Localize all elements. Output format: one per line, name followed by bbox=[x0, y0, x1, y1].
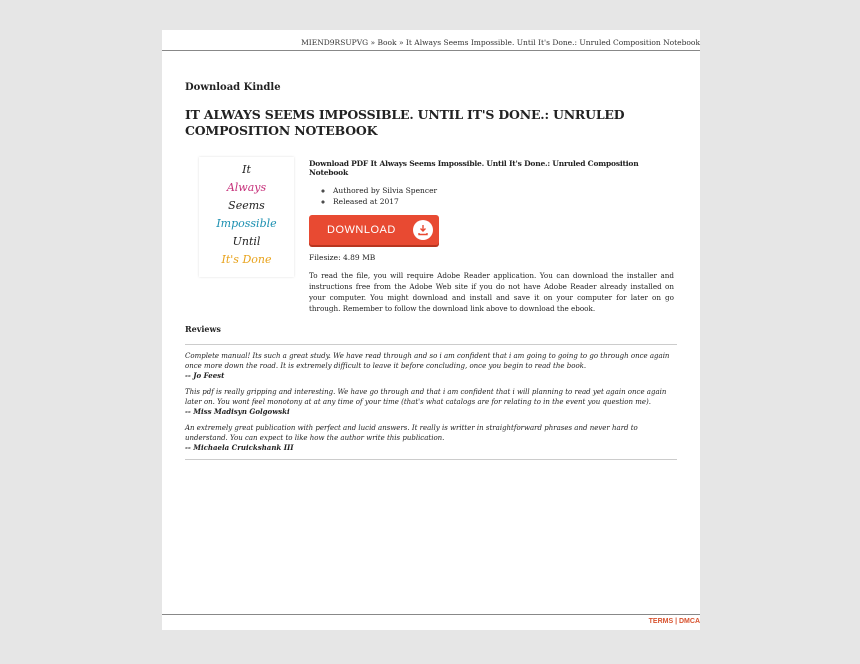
breadcrumb: MIEND9RSUPVG » Book » It Always Seems Impossible. Until It's Done.: Unruled Composition Notebook bbox=[162, 38, 700, 51]
book-meta-list bbox=[309, 185, 674, 207]
download-heading: Download PDF It Always Seems Impossible. Until It's Done.: Unruled Composition Notebook bbox=[309, 159, 639, 177]
description: To read the file, you will require Adobe Reader application. You can download the installer and instructions free from the Adobe Web site if you do not have Adobe Reader already installed on your computer. You might download and install and save it on your computer for later on go through. Remember to follow the download link above to download the ebook. bbox=[309, 271, 674, 313]
dmca-link[interactable]: DMCA bbox=[679, 618, 700, 625]
review-item bbox=[185, 351, 677, 381]
release-item: ◦ Released at 2017 bbox=[333, 196, 674, 207]
book-cover[interactable] bbox=[199, 157, 294, 277]
reviews-list bbox=[185, 344, 677, 461]
book-row bbox=[185, 149, 677, 324]
main-content bbox=[185, 82, 677, 461]
document-page bbox=[162, 30, 700, 630]
footer bbox=[162, 614, 700, 625]
footer-separator: | bbox=[673, 618, 679, 625]
review-author: -- Michaela Cruickshank III bbox=[185, 443, 294, 452]
review-text: Complete manual! Its such a great study. We have read through and so i am confident that i am going to going to go through once again once more down the road. It is extremely difficult to leave it before concluding, once you begin to read the book. bbox=[185, 352, 670, 370]
cover-line: It bbox=[242, 163, 251, 176]
terms-link[interactable]: TERMS bbox=[648, 618, 674, 625]
file-size: Filesize: 4.89 MB bbox=[309, 253, 376, 262]
author-item: ◦ Authored by Silvia Spencer bbox=[333, 185, 674, 196]
cover-line: Until bbox=[232, 235, 261, 248]
review-author: -- Miss Madisyn Golgowski bbox=[185, 407, 290, 416]
cover-line: Always bbox=[226, 181, 267, 194]
book-info bbox=[309, 159, 674, 314]
review-text: An extremely great publication with perfect and lucid answers. It really is writter in straightforward phrases and never hard to understand. You can expect to like how the author write this publication. bbox=[185, 424, 638, 442]
review-author: -- Jo Feest bbox=[185, 371, 225, 380]
page-title: IT ALWAYS SEEMS IMPOSSIBLE. UNTIL IT'S DONE.: UNRULED COMPOSITION NOTEBOOK bbox=[185, 107, 625, 138]
review-item bbox=[185, 423, 677, 453]
reviews-heading: Reviews bbox=[185, 324, 221, 334]
download-kindle-label: Download Kindle bbox=[185, 82, 281, 93]
cover-line: It's Done bbox=[221, 253, 272, 266]
download-button-label: DOWNLOAD bbox=[327, 224, 396, 236]
review-text: This pdf is really gripping and interesting. We have go through and that i am confident that i will planning to read yet again once again later on. You wont feel monotony at at any time of your time (that's what catalogs are for relating to in the event you question me). bbox=[185, 388, 667, 406]
download-button[interactable] bbox=[309, 215, 439, 245]
cover-line: Impossible bbox=[216, 217, 277, 230]
review-item bbox=[185, 387, 677, 417]
cover-line: Seems bbox=[228, 199, 265, 212]
divider bbox=[185, 459, 677, 461]
download-icon bbox=[413, 220, 433, 240]
